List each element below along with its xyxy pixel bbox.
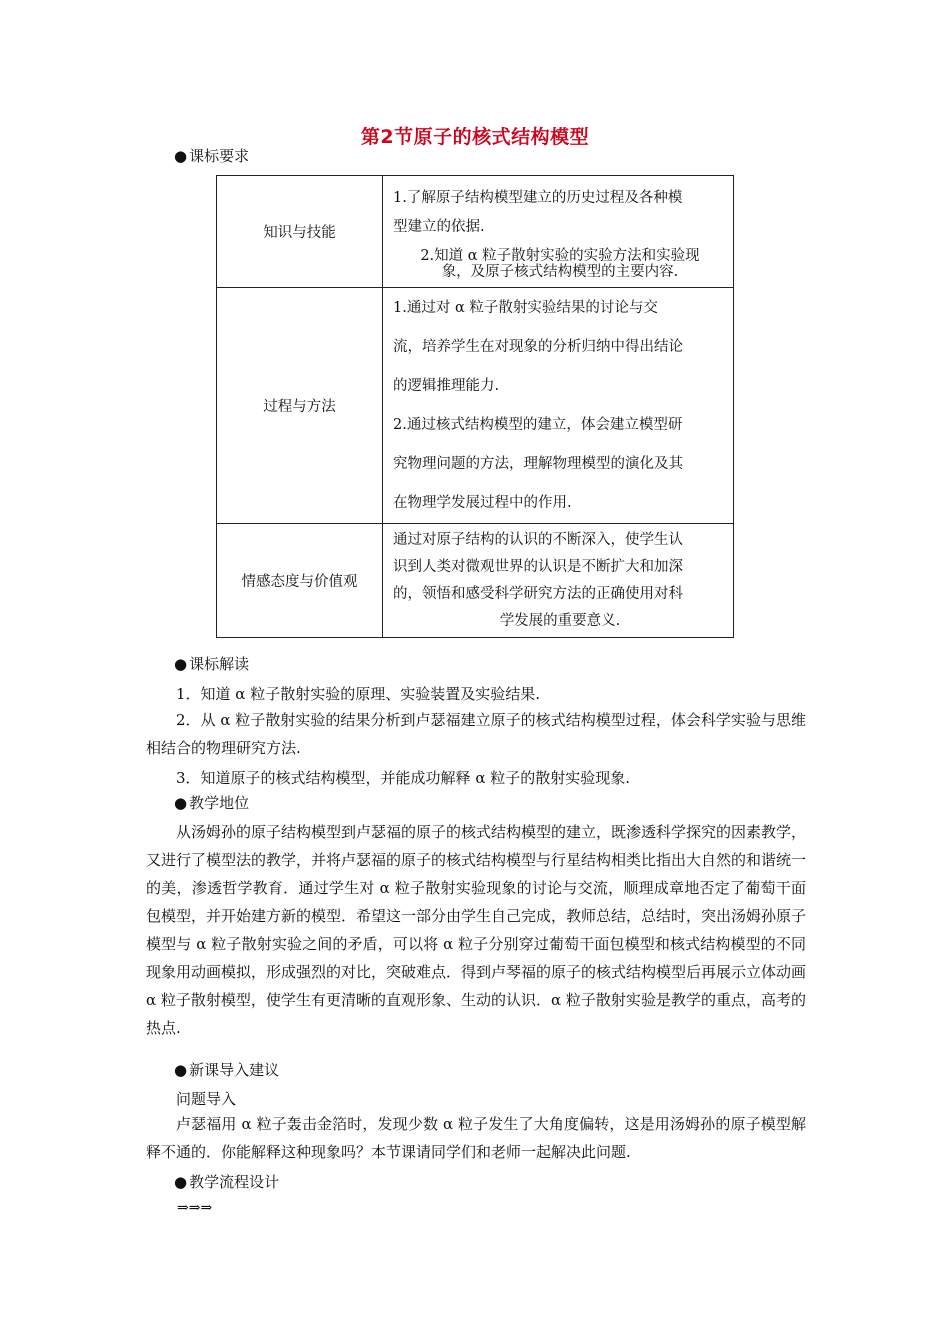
- bullet-icon: ●: [174, 1061, 188, 1079]
- content-line: 型建立的依据.: [393, 218, 485, 235]
- content-line: 的，领悟和感受科学研究方法的正确使用对科: [393, 585, 683, 602]
- bullet-icon: ●: [174, 655, 188, 673]
- row-content: [383, 524, 734, 638]
- page-title: 第2节原子的核式结构模型: [360, 126, 590, 148]
- section-label: 教学地位: [189, 794, 250, 812]
- section-label: 新课导入建议: [189, 1061, 280, 1079]
- intro-paragraph: 卢瑟福用 α 粒子轰击金箔时，发现少数 α 粒子发生了大角度偏转，这是用汤姆孙的原子模型解释不通的．你能解释这种现象吗？本节课请同学们和老师一起解决此问题.: [146, 1115, 806, 1161]
- section-label: 教学流程设计: [189, 1173, 280, 1191]
- section-label: 课标要求: [189, 147, 250, 165]
- content-line: 在物理学发展过程中的作用.: [393, 494, 572, 511]
- row-content: [383, 288, 734, 524]
- content-line: 流，培养学生在对现象的分析归纳中得出结论: [393, 338, 683, 355]
- row-label: 过程与方法: [217, 288, 383, 524]
- standards-table: [216, 175, 734, 638]
- table-row: [217, 176, 734, 288]
- list-item: 3．知道原子的核式结构模型，并能成功解释 α 粒子的散射实验现象.: [176, 769, 630, 787]
- flow-arrows-icon: ⇒⇒⇒: [177, 1200, 213, 1216]
- section-heading-interpretation: [174, 654, 249, 674]
- intro-subheading: 问题导入: [176, 1090, 237, 1108]
- table-row: [217, 524, 734, 638]
- row-label: 情感态度与价值观: [217, 524, 383, 638]
- content-line: 通过对原子结构的认识的不断深入，使学生认: [393, 531, 683, 548]
- content-line: 究物理问题的方法，理解物理模型的演化及其: [393, 455, 683, 472]
- section-heading-intro: [174, 1060, 279, 1080]
- section-heading-standards: [174, 146, 249, 166]
- bullet-icon: ●: [174, 1173, 188, 1191]
- row-content: [383, 176, 734, 288]
- bullet-icon: ●: [174, 147, 188, 165]
- table-row: [217, 288, 734, 524]
- content-line: 的逻辑推理能力.: [393, 377, 500, 394]
- position-paragraph: 从汤姆孙的原子结构模型到卢瑟福的原子的核式结构模型的建立，既渗透科学探究的因素教学，又进行了模型法的教学，并将卢瑟福的原子的核式结构模型与行星结构相类比指出大自然的和谐统一的美，渗透哲学教育．通过学生对 α 粒子散射实验现象的讨论与交流，顺理成章地否定了葡萄干面包模型，并开始建方新的模型．希望这一部分由学生自己完成，教师总结，总结时，突出汤姆孙原子模型与 α 粒子散射实验之间的矛盾，可以将 α 粒子分别穿过葡萄干面包模型和核式结构模型的不同现象用动画模拟，形成强烈的对比，突破难点．得到卢琴福的原子的核式结构模型后再展示立体动画 α 粒子散射模型，使学生有更清晰的直观形象、生动的认识．α 粒子散射实验是教学的重点，高考的热点.: [146, 823, 807, 1037]
- content-line: 识到人类对微观世界的认识是不断扩大和加深: [393, 558, 683, 575]
- content-line: 1.通过对 α 粒子散射实验结果的讨论与交: [393, 299, 658, 316]
- list-item: 2．从 α 粒子散射实验的结果分析到卢瑟福建立原子的核式结构模型过程，体会科学实验与思维相结合的物理研究方法.: [146, 711, 806, 757]
- section-heading-flow: [174, 1172, 279, 1192]
- bullet-icon: ●: [174, 794, 188, 812]
- row-label: 知识与技能: [217, 176, 383, 288]
- content-line: 学发展的重要意义.: [499, 612, 621, 629]
- section-heading-position: [174, 793, 249, 813]
- section-label: 课标解读: [189, 655, 250, 673]
- content-line: 2.通过核式结构模型的建立，体会建立模型研: [393, 416, 683, 433]
- content-line: 象，及原子核式结构模型的主要内容.: [441, 263, 679, 280]
- list-item: 1．知道 α 粒子散射实验的原理、实验装置及实验结果.: [176, 685, 540, 703]
- content-line: 2.知道 α 粒子散射实验的实验方法和实验现: [420, 247, 700, 264]
- content-line: 1.了解原子结构模型建立的历史过程及各种模: [393, 189, 683, 206]
